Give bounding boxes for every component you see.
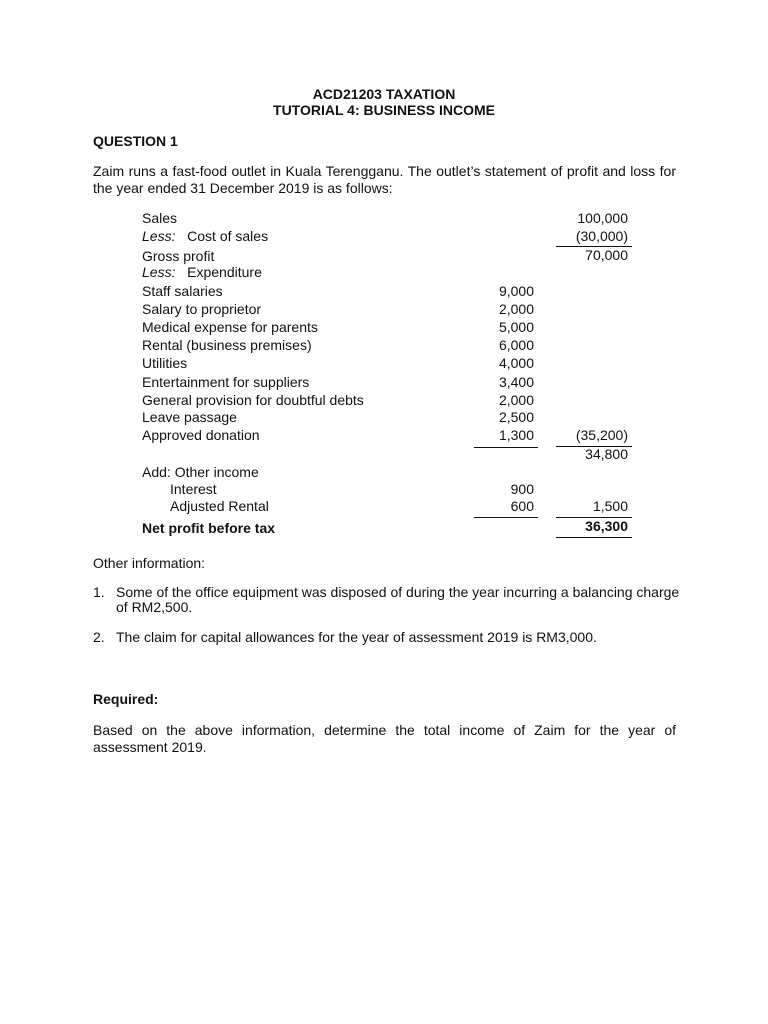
expense-amount: 2,000 xyxy=(498,392,534,408)
expense-amount: 4,000 xyxy=(498,355,534,371)
other-income-label: Adjusted Rental xyxy=(170,498,269,514)
list-item-number: 1. xyxy=(93,584,105,600)
required-text: Based on the above information, determine the total income of Zaim for the year of assessment 2019. xyxy=(93,722,676,755)
expenditure-label: Expenditure xyxy=(187,264,262,280)
rule-net-profit xyxy=(556,537,632,538)
question-intro: Zaim runs a fast-food outlet in Kuala Terengganu. The outlet’s statement of profit and loss for the year ended 31 December 2019 is as follows: xyxy=(93,163,676,196)
other-income-amount: 600 xyxy=(510,498,534,514)
course-title: ACD21203 TAXATION xyxy=(312,86,456,102)
less-prefix: Less: xyxy=(142,264,176,280)
rule-other-income-col1 xyxy=(474,517,538,518)
list-item-number: 2. xyxy=(93,629,105,645)
other-information-heading: Other information: xyxy=(93,555,206,571)
sales-amount: 100,000 xyxy=(577,210,628,226)
required-heading: Required: xyxy=(93,691,159,707)
rule-expenses-col1 xyxy=(474,447,538,448)
expense-amount: 2,500 xyxy=(498,409,534,425)
expense-label: Salary to proprietor xyxy=(142,301,262,317)
expense-label: Rental (business premises) xyxy=(142,337,312,353)
cost-of-sales-row xyxy=(142,228,268,244)
expense-label: Entertainment for suppliers xyxy=(142,374,310,390)
sales-label: Sales xyxy=(142,210,178,226)
gross-profit-label: Gross profit xyxy=(142,248,215,264)
expense-amount: 6,000 xyxy=(498,337,534,353)
expense-label: Staff salaries xyxy=(142,283,223,299)
expense-label: Utilities xyxy=(142,355,188,371)
net-profit-label: Net profit before tax xyxy=(142,520,276,536)
tutorial-title: TUTORIAL 4: BUSINESS INCOME xyxy=(273,102,495,118)
cost-of-sales-label: Cost of sales xyxy=(187,228,269,244)
expenditure-heading xyxy=(142,264,262,280)
net-profit-amount: 36,300 xyxy=(585,518,628,534)
list-item-text: The claim for capital allowances for the year of assessment 2019 is RM3,000. xyxy=(116,629,597,645)
list-item-text-continued: of RM2,500. xyxy=(116,599,193,615)
other-income-amount: 900 xyxy=(510,481,534,497)
expense-amount: 2,000 xyxy=(498,301,534,317)
expense-amount: 1,300 xyxy=(498,427,534,443)
total-other-income-amount: 1,500 xyxy=(592,498,628,514)
subtotal-amount: 34,800 xyxy=(585,446,628,462)
expense-label: Medical expense for parents xyxy=(142,319,318,335)
expense-label: Leave passage xyxy=(142,409,237,425)
less-prefix: Less: xyxy=(142,228,176,244)
expense-amount: 5,000 xyxy=(498,319,534,335)
expense-amount: 3,400 xyxy=(498,374,534,390)
gross-profit-amount: 70,000 xyxy=(585,247,628,263)
expense-label: Approved donation xyxy=(142,427,260,443)
expense-amount: 9,000 xyxy=(498,283,534,299)
expense-label: General provision for doubtful debts xyxy=(142,392,364,408)
other-income-heading: Add: Other income xyxy=(142,464,259,480)
total-expenses-amount: (35,200) xyxy=(575,427,628,443)
cost-of-sales-amount: (30,000) xyxy=(575,228,628,244)
list-item-text: Some of the office equipment was disposed of during the year incurring a balancing charge xyxy=(116,584,680,600)
question-heading: QUESTION 1 xyxy=(93,133,178,149)
other-income-label: Interest xyxy=(170,481,217,497)
